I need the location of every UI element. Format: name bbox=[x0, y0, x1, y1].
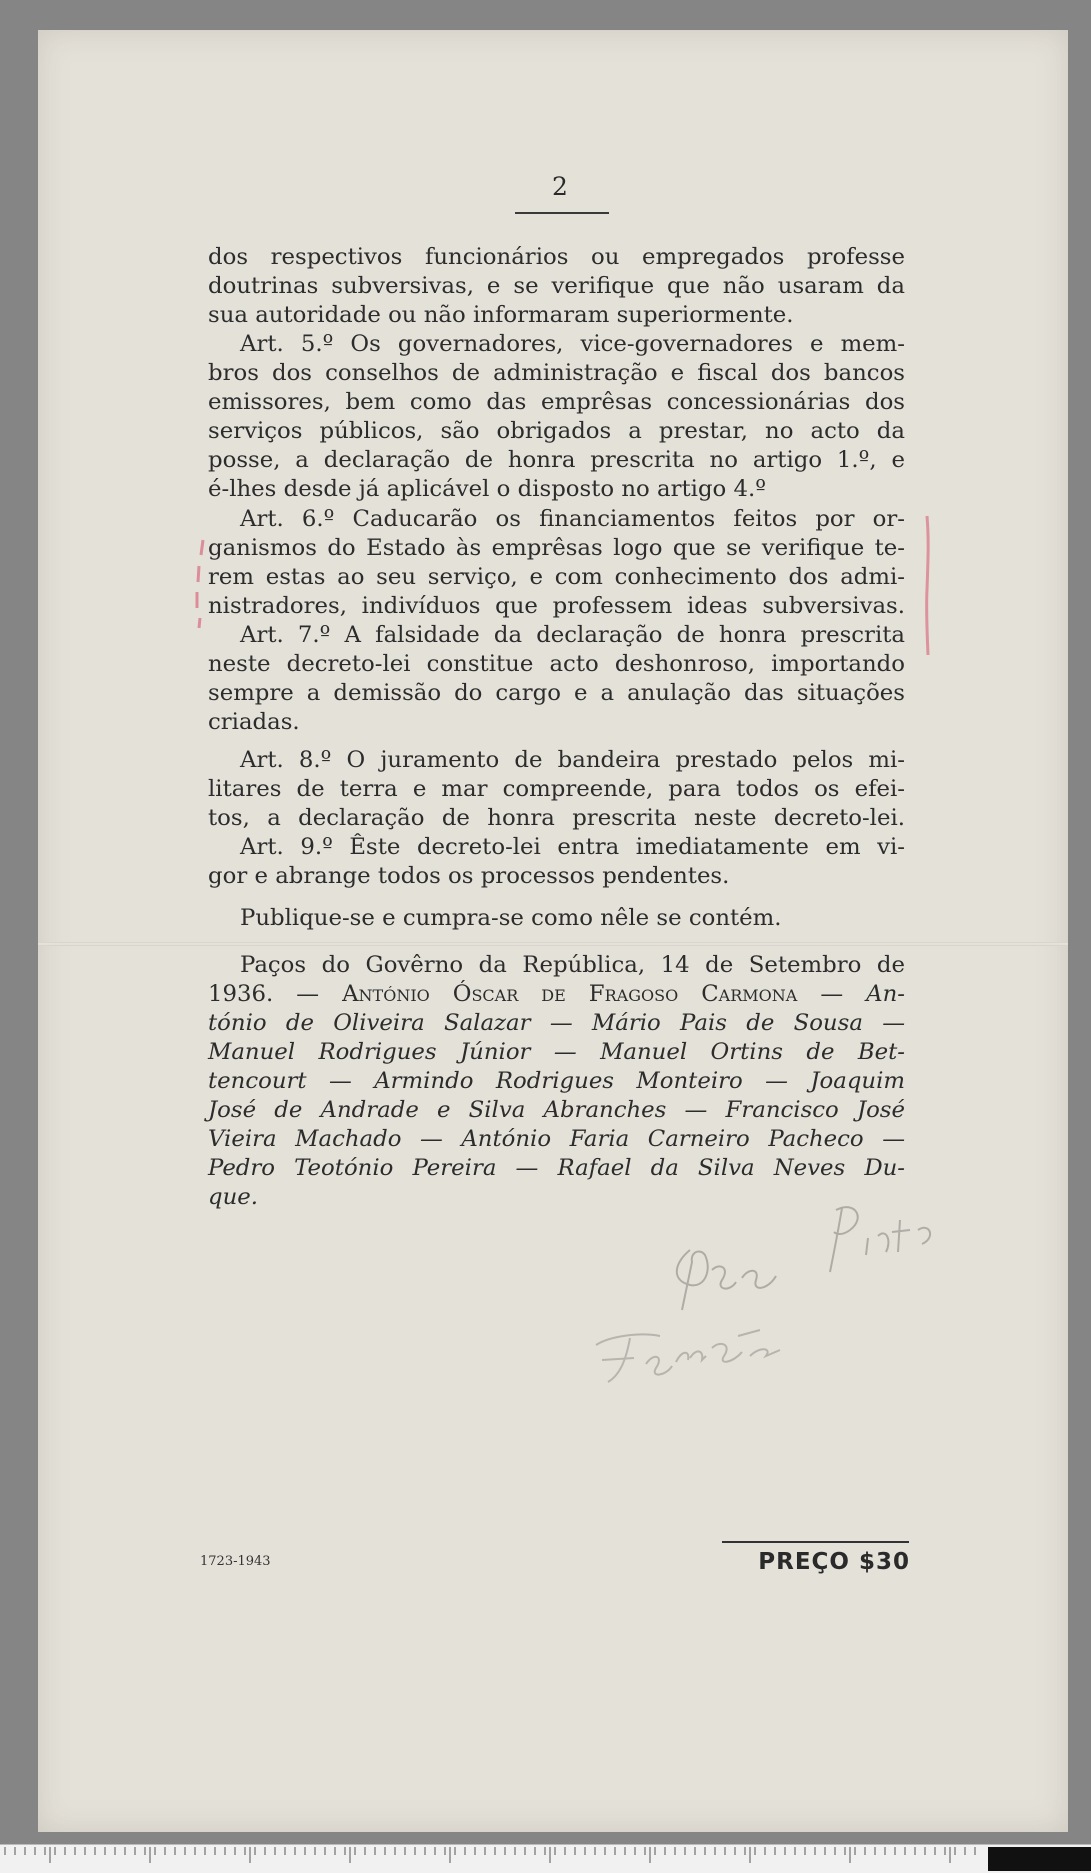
ruler-ticks bbox=[0, 1845, 990, 1873]
price-label: PREÇO $30 bbox=[758, 1549, 910, 1575]
handwritten-note-2 bbox=[596, 1330, 780, 1382]
text-line: tos, a declaração de honra prescrita neste decreto-lei. bbox=[208, 805, 905, 831]
text-line: Art. 8.º O juramento de bandeira prestado pelos mi- bbox=[240, 747, 905, 773]
text-line: Publique-se e cumpra-se como nêle se contém. bbox=[240, 905, 782, 931]
page-number: 2 bbox=[552, 172, 568, 201]
signature-dash: — bbox=[797, 981, 867, 1007]
print-code: 1723-1943 bbox=[200, 1554, 271, 1569]
signature-line: Vieira Machado — António Faria Carneiro Pacheco — bbox=[208, 1126, 905, 1152]
text-line: doutrinas subversivas, e se verifique que não usaram da bbox=[208, 273, 905, 299]
text-line: Paços do Govêrno da República, 14 de Setembro de bbox=[240, 952, 905, 978]
signature-line: tónio de Oliveira Salazar — Mário Pais de Sousa — bbox=[208, 1010, 905, 1036]
text-line: dos respectivos funcionários ou empregados professe bbox=[208, 244, 905, 270]
text-line: sua autoridade ou não informaram superiormente. bbox=[208, 302, 794, 328]
price-rule bbox=[722, 1541, 909, 1543]
text-line: litares de terra e mar compreende, para todos os efei- bbox=[208, 776, 905, 802]
text-line: serviços públicos, são obrigados a prestar, no acto da bbox=[208, 418, 905, 444]
text-line: emissores, bem como das emprêsas concessionárias dos bbox=[208, 389, 905, 415]
signature-line: tencourt — Armindo Rodrigues Monteiro — Joaquim bbox=[208, 1068, 905, 1094]
signature-line: Manuel Rodrigues Júnior — Manuel Ortins de Bet- bbox=[208, 1039, 905, 1065]
text-line: sempre a demissão do cargo e a anulação das situações bbox=[208, 680, 905, 706]
text-line: Art. 5.º Os governadores, vice-governadores e mem- bbox=[240, 331, 905, 357]
text-line: neste decreto-lei constitue acto deshonroso, importando bbox=[208, 651, 905, 677]
text-line: criadas. bbox=[208, 709, 300, 735]
signature-line: que. bbox=[208, 1184, 259, 1210]
signature-line: José de Andrade e Silva Abranches — Francisco José bbox=[208, 1097, 905, 1123]
text-line: é-lhes desde já aplicável o disposto no artigo 4.º bbox=[208, 476, 766, 502]
signature-president: António Óscar de Fragoso Carmona bbox=[342, 981, 798, 1007]
text-line: posse, a declaração de honra prescrita no artigo 1.º, e bbox=[208, 447, 905, 473]
text-line: Art. 7.º A falsidade da declaração de honra prescrita bbox=[240, 622, 905, 648]
text-line: ganismos do Estado às emprêsas logo que se verifique te- bbox=[208, 535, 905, 561]
signature-line: Pedro Teotónio Pereira — Rafael da Silva Neves Du- bbox=[208, 1155, 905, 1181]
scale-ruler bbox=[0, 1844, 1091, 1873]
text-line: bros dos conselhos de administração e fiscal dos bancos bbox=[208, 360, 905, 386]
text-line: Art. 6.º Caducarão os financiamentos feitos por or- bbox=[240, 506, 905, 532]
text-line: rem estas ao seu serviço, e com conhecimento dos admi- bbox=[208, 564, 905, 590]
text-line: gor e abrange todos os processos pendentes. bbox=[208, 863, 730, 889]
handwritten-note-1 bbox=[677, 1207, 930, 1310]
signature-italic: An- bbox=[866, 981, 905, 1007]
text-line: Art. 9.º Êste decreto-lei entra imediatamente em vi- bbox=[240, 834, 905, 860]
text-line: nistradores, indivíduos que professem ideas subversivas. bbox=[208, 593, 905, 619]
signature-year: 1936. — bbox=[208, 981, 343, 1007]
ruler-black-segment bbox=[988, 1847, 1091, 1871]
